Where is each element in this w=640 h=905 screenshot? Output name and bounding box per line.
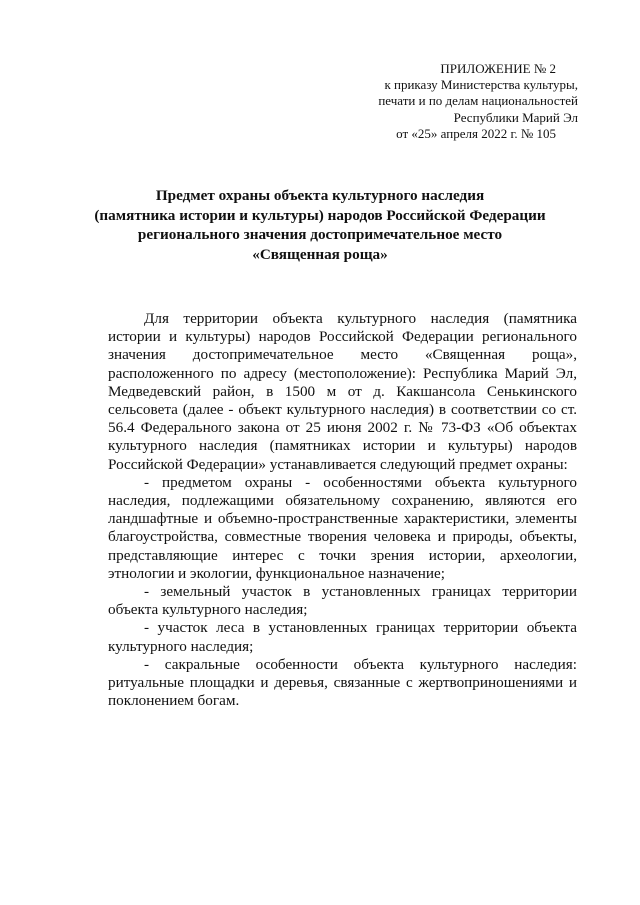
appendix-title: ПРИЛОЖЕНИЕ № 2 — [440, 61, 556, 76]
list-item-land-plot: - земельный участок в установленных границах территории объекта культурного наследия; — [108, 583, 577, 619]
list-item-subject: - предметом охраны - особенностями объекта культурного наследия, подлежащими обязательному сохранению, являются его ландшафтные и объемно-пространственные характеристики, элементы благоустройства, совместные творения человека и природы, объекты, представляющие интерес с точки зрения истории, археологии, этнологии и экологии, функциональное назначение; — [108, 473, 577, 582]
intro-paragraph: Для территории объекта культурного наследия (памятника истории и культуры) народов Российской Федерации регионального значения достопримечательное место «Священная роща», расположенного по адресу (местоположение): Республика Марий Эл, Медведевский район, в 1500 м от д. Какшансола Сенькинского сельсовета (далее - объект культурного наследия) в соответствии со ст. 56.4 Федерального закона от 25 июня 2002 г. № 73-ФЗ «Об объектах культурного наследия (памятниках истории и культуры) народов Российской Федерации» устанавливается следующий предмет охраны: — [108, 310, 577, 473]
appendix-header — [318, 61, 578, 142]
title-line-3: регионального значения достопримечательное место — [137, 226, 503, 243]
list-item-sacral: - сакральные особенности объекта культурного наследия: ритуальные площадки и деревья, связанные с жертвоприношениями и поклонением богам. — [108, 655, 577, 710]
document-title — [60, 186, 580, 264]
appendix-date: от «25» апреля 2022 г. № 105 — [396, 125, 556, 141]
appendix-line-1: к приказу Министерства культуры, — [384, 77, 578, 93]
appendix-line-3: Республики Марий Эл — [453, 109, 578, 125]
document-body — [108, 310, 577, 710]
title-line-2: (памятника истории и культуры) народов Российской Федерации — [94, 206, 546, 224]
title-line-1: Предмет охраны объекта культурного наследия — [155, 187, 485, 204]
title-line-4: «Священная роща» — [252, 245, 388, 263]
appendix-line-2: печати и по делам национальностей — [378, 93, 578, 109]
list-item-forest-plot: - участок леса в установленных границах территории объекта культурного наследия; — [108, 619, 577, 655]
